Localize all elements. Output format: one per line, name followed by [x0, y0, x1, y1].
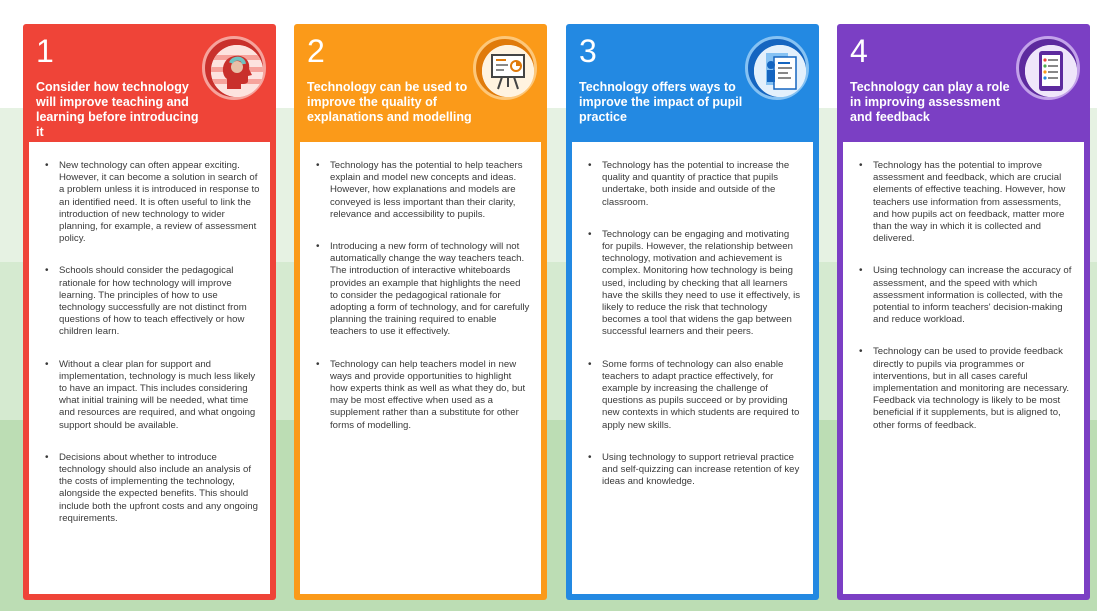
- list-item: • Without a clear plan for support and implementation, technology is much less likely to have an impact. This includes considering what initial training will be needed, what time and resources are required, and what ongoing support should be available.: [59, 359, 260, 432]
- list-item: • Using technology to support retrieval practice and self-quizzing can increase retention of key ideas and knowledge.: [602, 452, 803, 489]
- list-item: • Using technology can increase the accuracy of assessment, and the speed with which assessment information is collected, with the potential to inform teachers' decision-making and reduce workload.: [873, 265, 1074, 326]
- card-body: [300, 142, 541, 594]
- card-header: [837, 24, 1090, 142]
- card-header: [566, 24, 819, 142]
- card-title: Technology offers ways to improve the impact of pupil practice: [579, 80, 743, 124]
- card-header: [23, 24, 276, 142]
- list-item: • Technology can help teachers model in new ways and provide opportunities to highlight how experts think as well as what they do, but may be most effective when used as a supplement rather than a substitute for other forms of modelling.: [330, 359, 531, 432]
- card-title: Technology can be used to improve the quality of explanations and modelling: [307, 80, 472, 124]
- card-body: [572, 142, 813, 594]
- card-2: [294, 24, 547, 600]
- card-number: 1: [36, 33, 54, 69]
- card-3: [566, 24, 819, 600]
- card-number: 4: [850, 33, 868, 69]
- list-item: • Introducing a new form of technology will not automatically change the way teachers teach. The introduction of interactive whiteboards provides an example that highlights the need to consider the pedagogical rationale for adopting a form of technology, and for carefully planning the training required to enable teachers to use it effectively.: [330, 241, 531, 339]
- card-4: [837, 24, 1090, 600]
- list-item: • Technology has the potential to increase the quality and quantity of practice that pupils undertake, both inside and outside of the classroom.: [602, 160, 803, 209]
- card-1: [23, 24, 276, 600]
- list-item: • Technology can be used to provide feedback directly to pupils via programmes or interventions, but in all cases careful implementation and monitoring are necessary. Feedback via technology is likely to be most beneficial if it supplements, but is aligned to, other forms of feedback.: [873, 346, 1074, 431]
- card-number: 3: [579, 33, 597, 69]
- card-body: [843, 142, 1084, 594]
- card-title: Technology can play a role in improving assessment and feedback: [850, 80, 1010, 124]
- list-item: • Decisions about whether to introduce technology should also include an analysis of the costs of implementing the technology, alongside the expected benefits. This should include both the upfront costs and any ongoing requirements.: [59, 452, 260, 525]
- bullet-list: [843, 142, 1084, 432]
- bullet-list: [29, 142, 270, 525]
- bullet-list: [300, 142, 541, 432]
- card-body: [29, 142, 270, 594]
- document-practice-icon: [745, 36, 809, 100]
- list-item: • Schools should consider the pedagogical rationale for how technology will improve learning. The principles of how to use technology successfully are not distinct from questions of how to teach effectively or how children learn.: [59, 265, 260, 338]
- card-title: Consider how technology will improve teaching and learning before introducing it: [36, 80, 199, 139]
- card-header: [294, 24, 547, 142]
- head-profile-icon: [202, 36, 266, 100]
- card-number: 2: [307, 33, 325, 69]
- presentation-board-icon: [473, 36, 537, 100]
- tablet-checklist-icon: [1016, 36, 1080, 100]
- list-item: • Some forms of technology can also enable teachers to adapt practice effectively, for example by increasing the challenge of questions as pupils succeed or by providing new contexts in which students are required to apply new skills.: [602, 359, 803, 432]
- bullet-list: [572, 142, 813, 488]
- list-item: • Technology can be engaging and motivating for pupils. However, the relationship between technology, motivation and achievement is complex. Monitoring how technology is being used, including by checking that all learners have the skills they need to use it effectively, is likely to reduce the risk that technology becomes a tool that widens the gap between successful learners and their peers.: [602, 229, 803, 339]
- list-item: • Technology has the potential to improve assessment and feedback, which are crucial elements of effective teaching. However, how teachers use information from assessments, and how pupils act on feedback, matter more than the way in which it is collected and delivered.: [873, 160, 1074, 245]
- list-item: • New technology can often appear exciting. However, it can become a solution in search of a problem unless it is introduced in response to an identified need. It is often useful to link the introduction of new technology to wider planning, for example, a review of assessment policy.: [59, 160, 260, 245]
- list-item: • Technology has the potential to help teachers explain and model new concepts and ideas. However, how explanations and models are conveyed is less important than their clarity, relevance and accessibility to pupils.: [330, 160, 531, 221]
